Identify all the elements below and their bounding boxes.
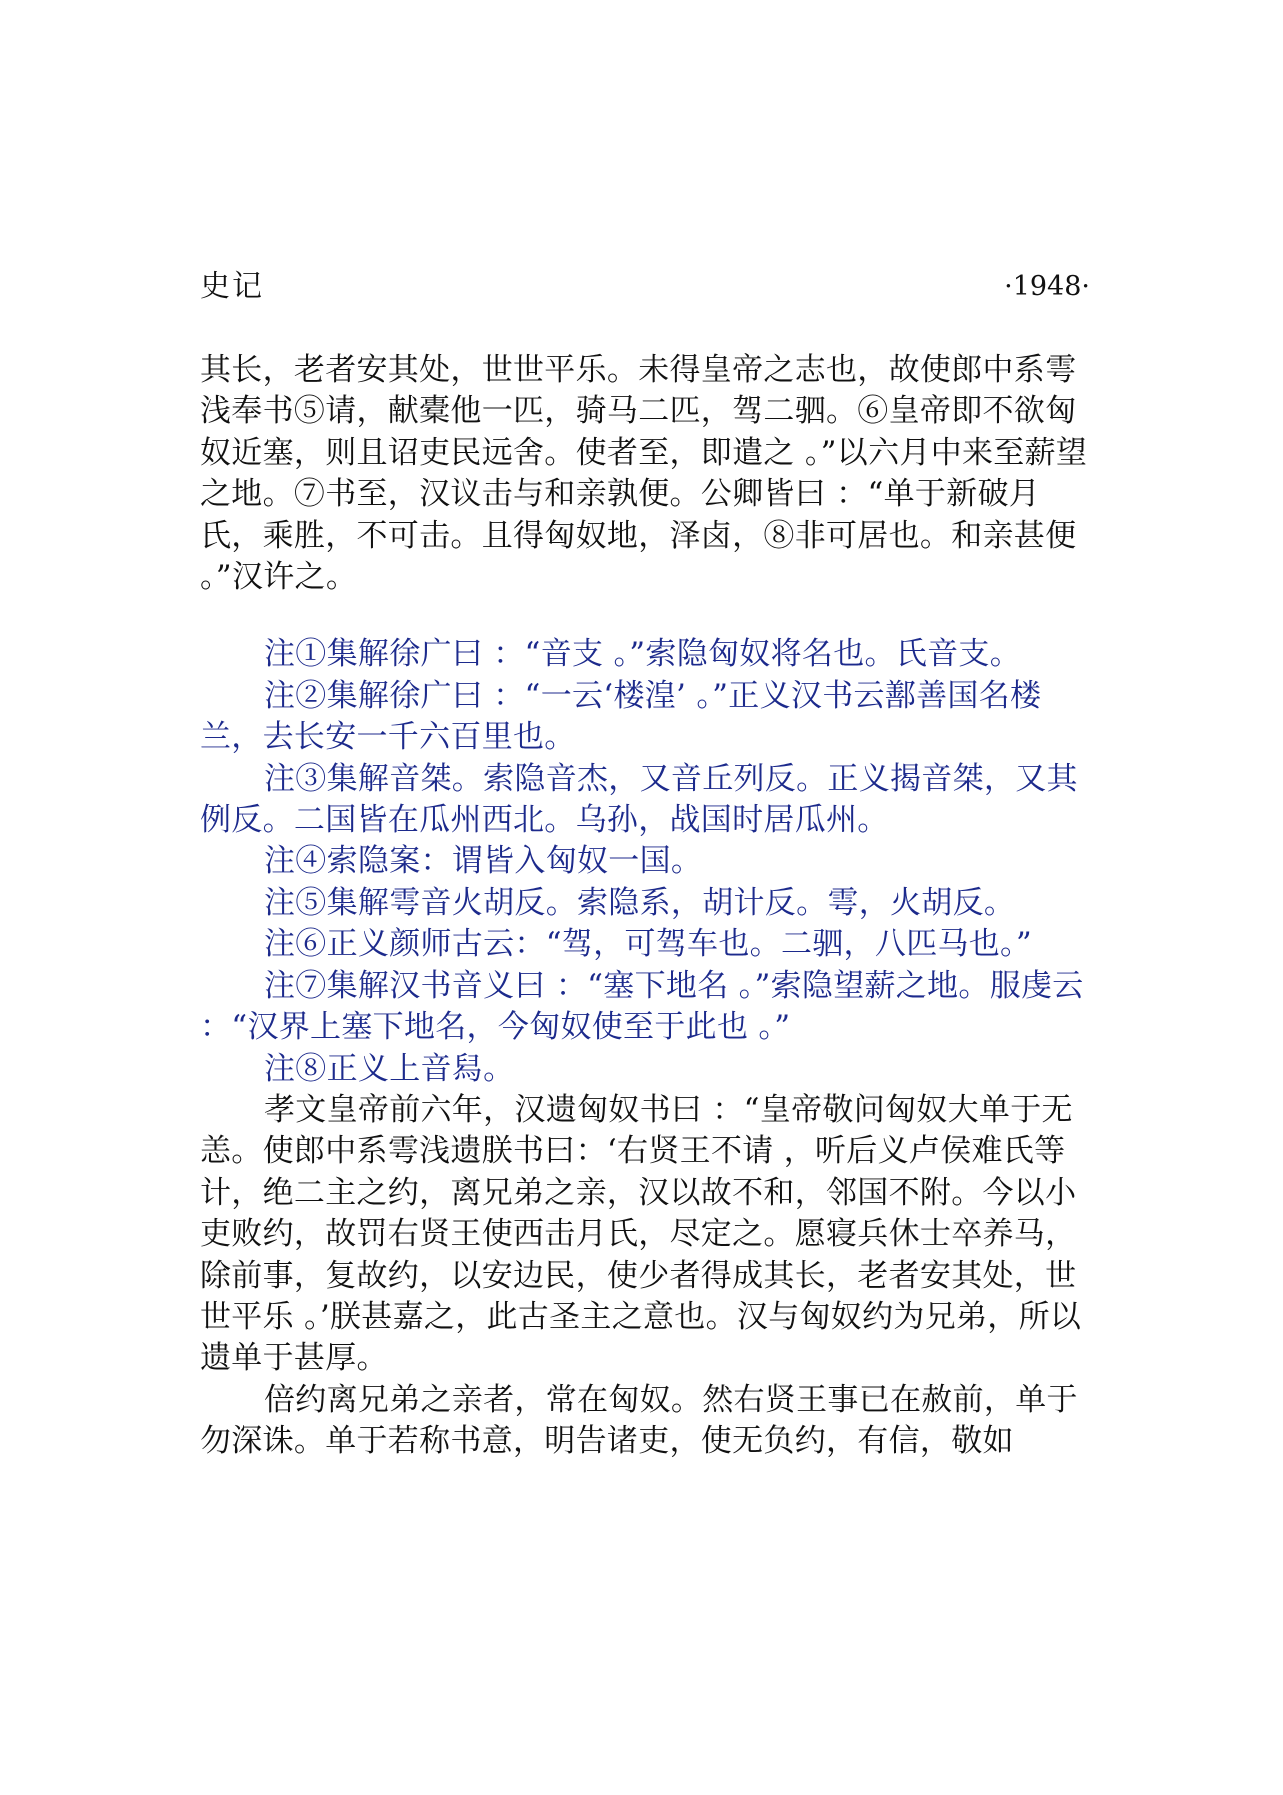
opening-paragraph: 其长，老者安其处，世世平乐。未得皇帝之志也，故使郎中系雩浅奉书⑤请，献橐他一匹，骑马二匹，驾二驷。⑥皇帝即不欲匈奴近塞，则且诏吏民远舍。使者至，即遣之 。”以六月中来至薪望之地。⑦书至，汉议击与和亲孰便。公卿皆曰 ：“单于新破月氏，乘胜，不可击。且得匈奴地，泽卤，⑧非可居也。和亲甚便 。”汉许之。 xyxy=(200,352,1088,596)
footnote-2: 注②集解徐广曰 ：“一云‘楼湟’ 。”正义汉书云鄯善国名楼兰，去长安一千六百里也。 xyxy=(200,677,1042,756)
page-header xyxy=(200,265,1090,309)
footnote-5: 注⑤集解雩音火胡反。索隐系，胡计反。雩，火胡反。 xyxy=(264,884,1016,921)
page-number: ·1948· xyxy=(1004,271,1090,302)
main-paragraph-2: 孝文皇帝前六年，汉遗匈奴书曰 ：“皇帝敬问匈奴大单于无恙。使郎中系雩浅遗朕书曰：‘右贤王不请 ，听后义卢侯难氏等计，绝二主之约，离兄弟之亲，汉以故不和，邻国不附。今以小吏败约，故罚右贤王使西击月氏，尽定之。愿寝兵休士卒养马，除前事，复故约，以安边民，使少者得成其长，老者安其处，世世平乐 。’朕甚嘉之，此古圣主之意也。汉与匈奴约为兄弟，所以遗单于甚厚。 xyxy=(200,1091,1082,1377)
book-title: 史记 xyxy=(200,269,264,304)
footnote-7: 注⑦集解汉书音义曰 ：“塞下地名 。”索隐望薪之地。服虔云 ：“汉界上塞下地名，今匈奴使至于此也 。” xyxy=(200,967,1084,1046)
footnote-4: 注④索隐案：谓皆入匈奴一国。 xyxy=(264,843,703,880)
footnote-8: 注⑧正义上音舄。 xyxy=(264,1050,515,1087)
footnote-6: 注⑥正义颜师古云：“驾，可驾车也。二驷，八匹马也。” xyxy=(264,926,1032,963)
footnote-1: 注①集解徐广曰 ：“音支 。”索隐匈奴将名也。氏音支。 xyxy=(264,636,1022,673)
paragraph-gap xyxy=(200,598,1090,634)
page-body xyxy=(200,350,1090,1463)
footnote-3: 注③集解音桀。索隐音杰，又音丘列反。正义揭音桀，又其例反。二国皆在瓜州西北。乌孙，战国时居瓜州。 xyxy=(200,760,1078,839)
main-paragraph-3: 倍约离兄弟之亲者，常在匈奴。然右贤王事已在赦前，单于勿深诛。单于若称书意，明告诸吏，使无负约，有信，敬如 xyxy=(200,1381,1078,1460)
